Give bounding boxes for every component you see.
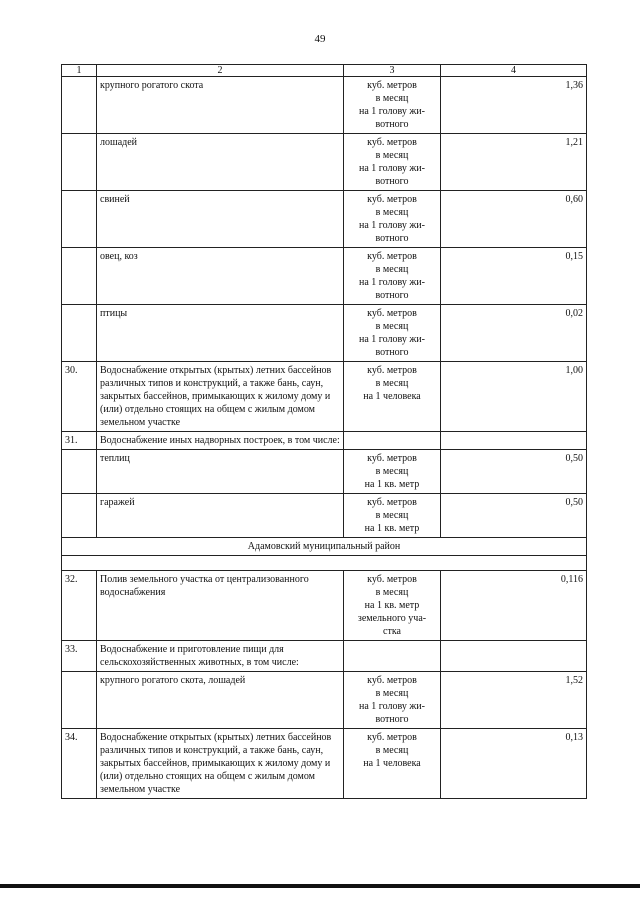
table-row: [62, 641, 587, 672]
row-unit: [344, 494, 441, 538]
row-number: 31.: [62, 432, 97, 450]
unit-line: вотного: [375, 714, 409, 725]
row-number: [62, 450, 97, 494]
table-row: [62, 191, 587, 248]
table-row: [62, 729, 587, 799]
page-number: 49: [314, 33, 326, 45]
row-unit: [344, 432, 441, 450]
row-number: [62, 191, 97, 248]
table-row: [62, 432, 587, 450]
unit-line: вотного: [375, 290, 409, 301]
header-col-1: 1: [62, 65, 97, 77]
row-value: [441, 432, 587, 450]
table-row: [62, 450, 587, 494]
row-value: 0,116: [441, 571, 587, 641]
unit-line: куб. метров: [367, 732, 417, 743]
unit-line: на 1 голову жи-: [359, 334, 425, 345]
unit-line: куб. метров: [367, 194, 417, 205]
table-row: [62, 672, 587, 729]
row-unit: [344, 571, 441, 641]
row-unit: [344, 77, 441, 134]
row-description: крупного рогатого скота, лошадей: [97, 672, 344, 729]
unit-line: куб. метров: [367, 251, 417, 262]
row-unit: [344, 672, 441, 729]
row-number: [62, 305, 97, 362]
row-value: 0,50: [441, 450, 587, 494]
row-unit: [344, 641, 441, 672]
spacer-row: [62, 556, 587, 571]
unit-line: вотного: [375, 233, 409, 244]
row-description: гаражей: [97, 494, 344, 538]
row-number: 32.: [62, 571, 97, 641]
row-value: 1,52: [441, 672, 587, 729]
row-value: 1,00: [441, 362, 587, 432]
unit-line: на 1 голову жи-: [359, 163, 425, 174]
table-header-row: [62, 65, 587, 77]
row-value: 1,21: [441, 134, 587, 191]
row-number: [62, 672, 97, 729]
region-title: Адамовский муниципальный район: [62, 538, 587, 556]
header-col-4: 4: [441, 65, 587, 77]
unit-line: куб. метров: [367, 453, 417, 464]
unit-line: в месяц: [375, 150, 409, 161]
row-number: [62, 134, 97, 191]
unit-line: куб. метров: [367, 365, 417, 376]
unit-line: на 1 голову жи-: [359, 106, 425, 117]
spacer-cell: [62, 556, 587, 571]
unit-line: в месяц: [375, 587, 409, 598]
header-col-2: 2: [97, 65, 344, 77]
row-description: крупного рогатого скота: [97, 77, 344, 134]
row-description: свиней: [97, 191, 344, 248]
table-row: [62, 134, 587, 191]
row-number: 30.: [62, 362, 97, 432]
row-value: 0,02: [441, 305, 587, 362]
row-unit: [344, 729, 441, 799]
row-unit: [344, 362, 441, 432]
row-unit: [344, 450, 441, 494]
row-unit: [344, 191, 441, 248]
unit-line: стка: [383, 626, 401, 637]
unit-line: куб. метров: [367, 80, 417, 91]
table-row: [62, 305, 587, 362]
unit-line: в месяц: [375, 466, 409, 477]
row-unit: [344, 248, 441, 305]
page-bottom-rule: [0, 884, 640, 888]
row-value: 1,36: [441, 77, 587, 134]
row-number: [62, 77, 97, 134]
unit-line: на 1 голову жи-: [359, 701, 425, 712]
row-description: Полив земельного участка от централизованного водоснабжения: [97, 571, 344, 641]
row-number: 34.: [62, 729, 97, 799]
row-value: 0,60: [441, 191, 587, 248]
row-description: теплиц: [97, 450, 344, 494]
unit-line: куб. метров: [367, 675, 417, 686]
unit-line: на 1 кв. метр: [364, 600, 420, 611]
row-description: Водоснабжение иных надворных построек, в том числе:: [97, 432, 344, 450]
unit-line: на 1 кв. метр: [364, 523, 420, 534]
table-row: [62, 571, 587, 641]
row-number: [62, 494, 97, 538]
row-unit: [344, 305, 441, 362]
row-value: 0,50: [441, 494, 587, 538]
unit-line: в месяц: [375, 378, 409, 389]
row-number: 33.: [62, 641, 97, 672]
unit-line: на 1 голову жи-: [359, 277, 425, 288]
unit-line: куб. метров: [367, 574, 417, 585]
row-description: Водоснабжение и приготовление пищи для сельскохозяйственных животных, в том числе:: [97, 641, 344, 672]
row-description: лошадей: [97, 134, 344, 191]
unit-line: в месяц: [375, 321, 409, 332]
row-value: [441, 641, 587, 672]
row-description: Водоснабжение открытых (крытых) летних бассейнов различных типов и конструкций, а также бань, саун, закрытых бассейнов, примыкающих к жилому дому и (или) отдельно стоящих на общем с жилым домом земельном участке: [97, 729, 344, 799]
unit-line: куб. метров: [367, 137, 417, 148]
row-value: 0,15: [441, 248, 587, 305]
row-description: Водоснабжение открытых (крытых) летних бассейнов различных типов и конструкций, а также бань, саун, закрытых бассейнов, примыкающих к жилому дому и (или) отдельно стоящих на общем с жилым домом земельном участке: [97, 362, 344, 432]
table-row: [62, 362, 587, 432]
table-row: [62, 77, 587, 134]
unit-line: на 1 человека: [363, 391, 421, 402]
table-row: [62, 248, 587, 305]
region-row: [62, 538, 587, 556]
unit-line: в месяц: [375, 207, 409, 218]
unit-line: на 1 голову жи-: [359, 220, 425, 231]
unit-line: в месяц: [375, 264, 409, 275]
unit-line: земельного уча-: [357, 613, 427, 624]
norms-table: [61, 64, 587, 799]
unit-line: вотного: [375, 119, 409, 130]
unit-line: в месяц: [375, 510, 409, 521]
unit-line: в месяц: [375, 688, 409, 699]
row-unit: [344, 134, 441, 191]
unit-line: вотного: [375, 176, 409, 187]
header-col-3: 3: [344, 65, 441, 77]
row-description: овец, коз: [97, 248, 344, 305]
unit-line: на 1 кв. метр: [364, 479, 420, 490]
table-row: [62, 494, 587, 538]
unit-line: в месяц: [375, 745, 409, 756]
row-value: 0,13: [441, 729, 587, 799]
unit-line: куб. метров: [367, 497, 417, 508]
row-number: [62, 248, 97, 305]
row-description: птицы: [97, 305, 344, 362]
unit-line: на 1 человека: [363, 758, 421, 769]
unit-line: в месяц: [375, 93, 409, 104]
unit-line: вотного: [375, 347, 409, 358]
unit-line: куб. метров: [367, 308, 417, 319]
